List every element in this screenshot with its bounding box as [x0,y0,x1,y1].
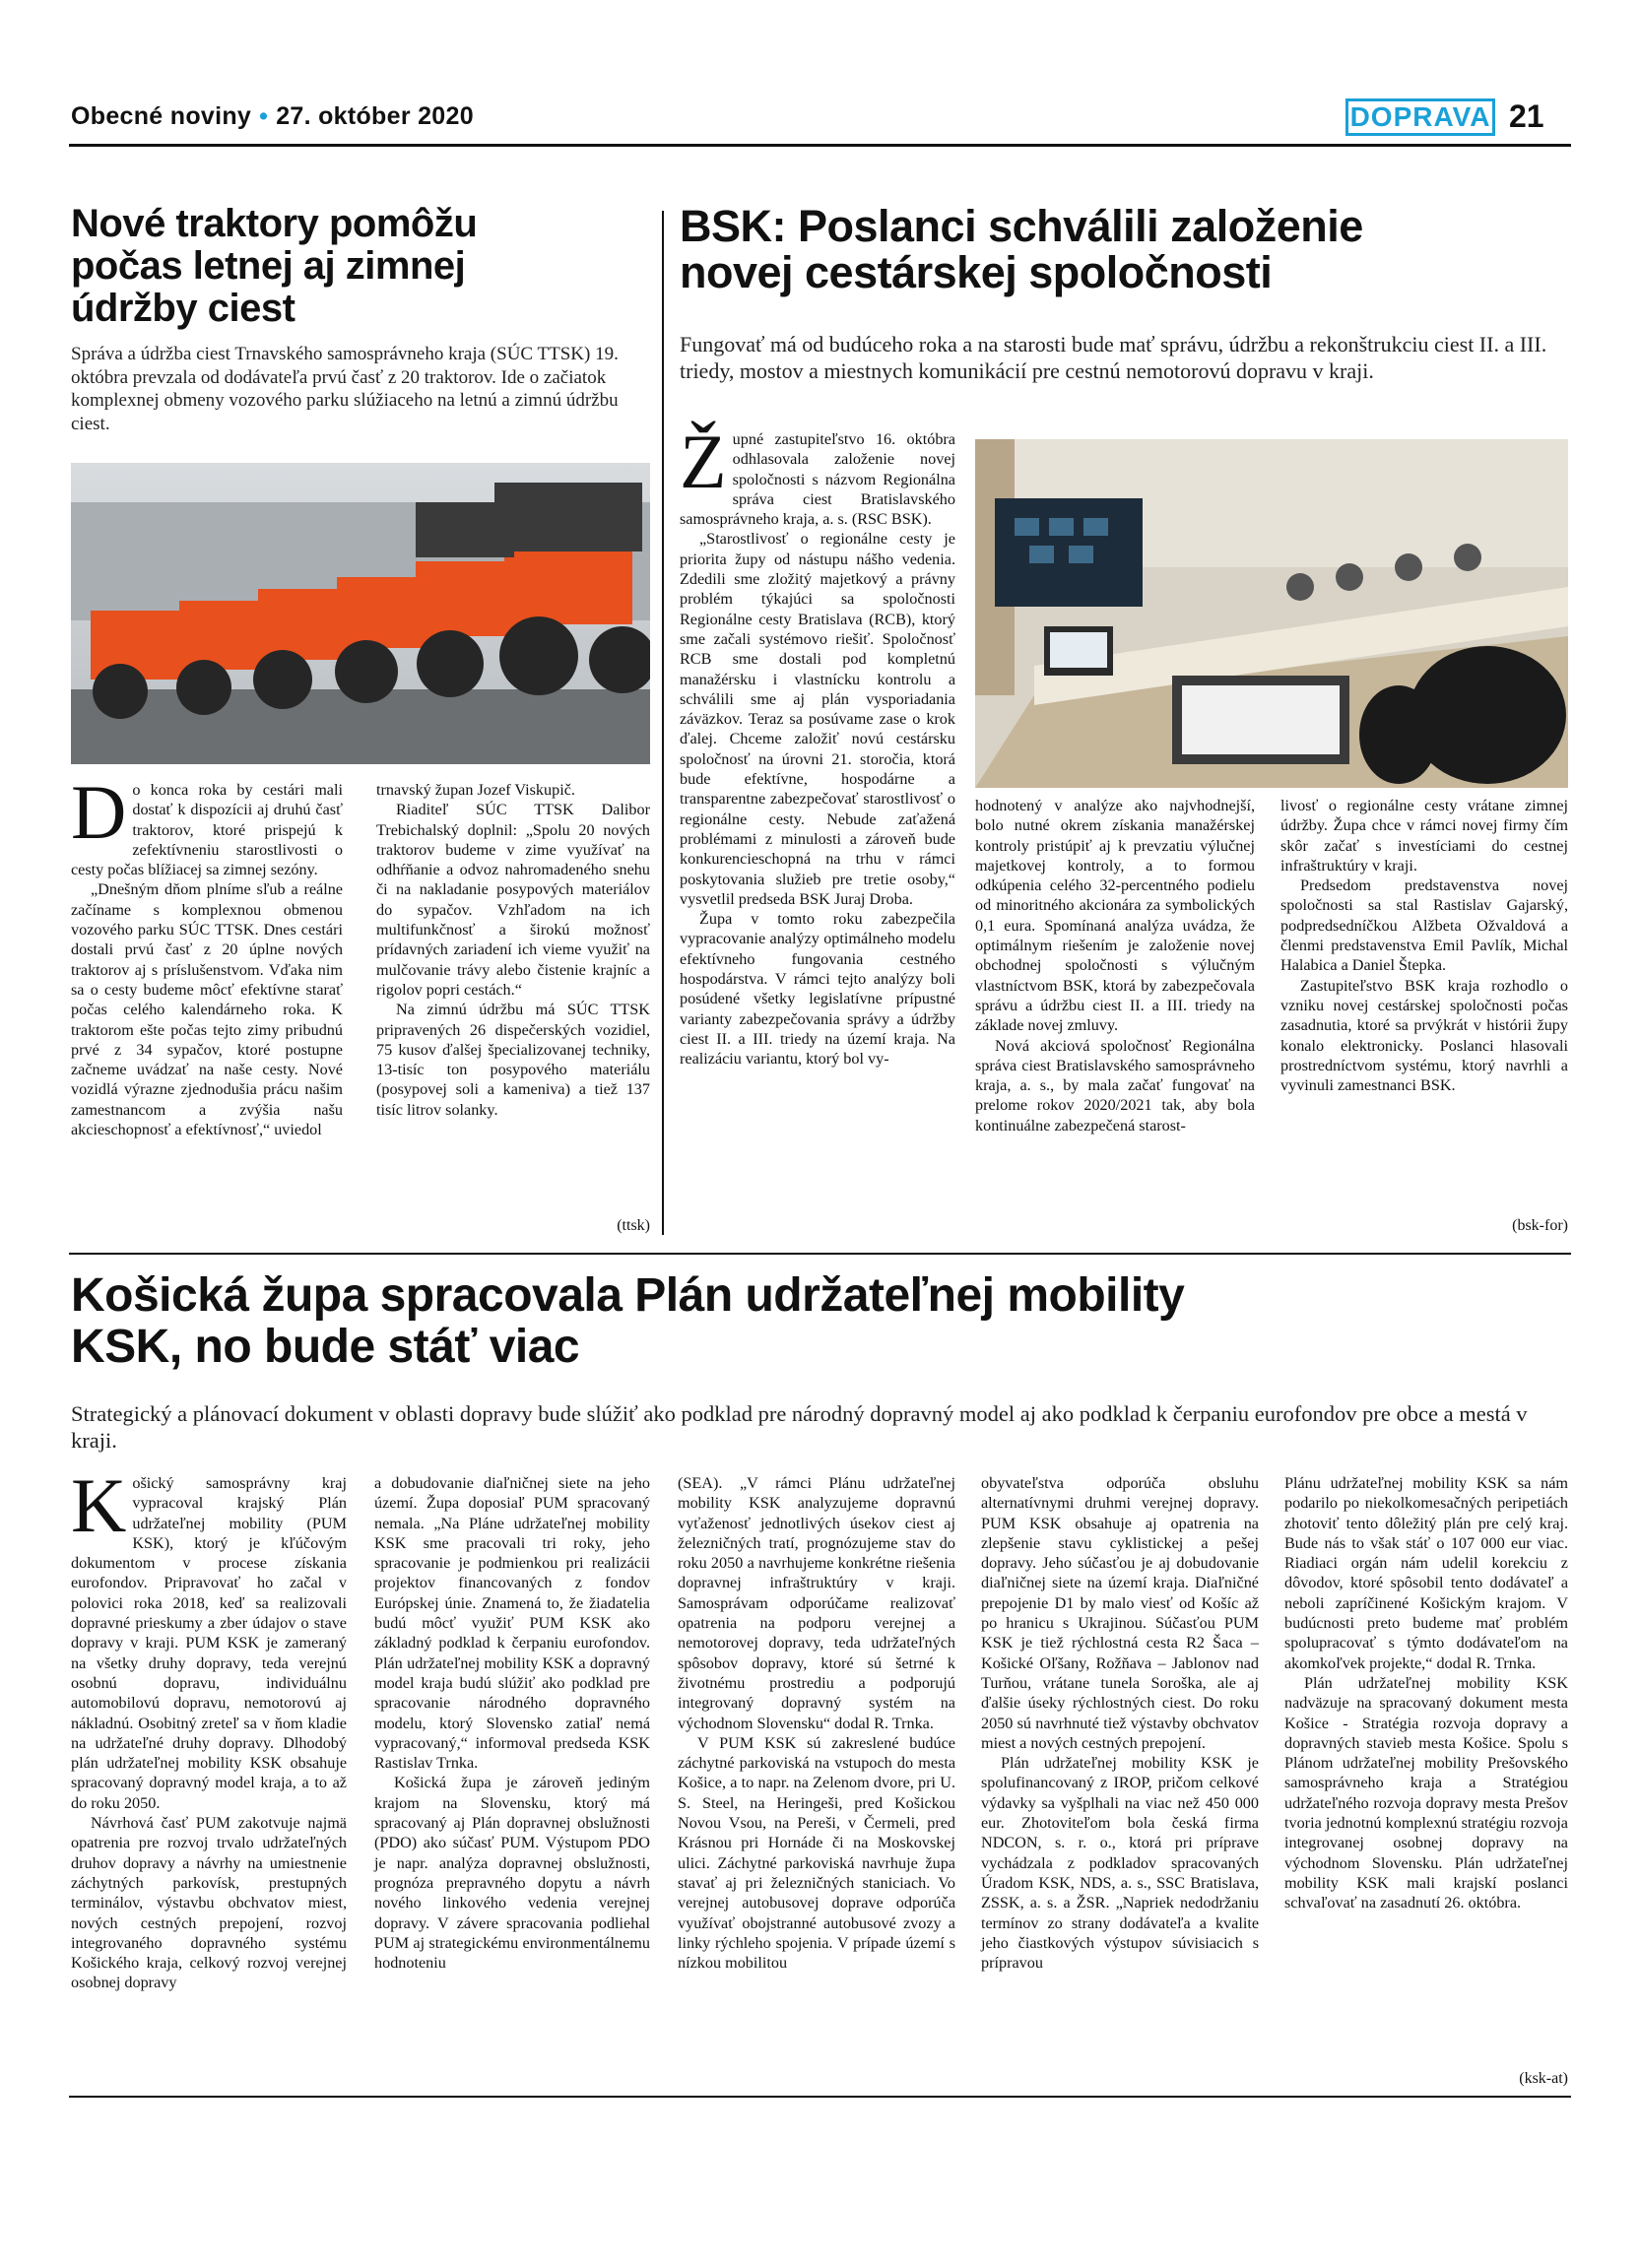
paragraph: ošický samosprávny kraj vypracoval krajský Plán udržateľnej mobility (PUM KSK), ktorý je kľúčovým dokumentom v procese získania eurofondov. Pripravovať ho začal v polovici roka 2018, keď sa realizovali dopravné prieskumy a zber údajov o stave dopravy v kraji. PUM KSK je zameraný na všetky druhy dopravy, teda verejnú osobnú dopravu, individuálnu automobilovú dopravu, nemotorovú aj nákladnú. Osobitný zreteľ sa v ňom kladie na udržateľné druhy dopravy. Dlhodobý plán udržateľnej mobility KSK obsahuje spracovaný dopravný model kraja, a to až do roku 2050. [71,1474,347,1812]
paragraph: upné zastupiteľstvo 16. októbra odhlasovala založenie novej spoločnosti s názvom Regionálna správa ciest Bratislavského samosprávneho kraja, a. s. (RSC BSK). [680,430,955,529]
dropcap: K [71,1462,127,1548]
article2-credit: (bsk-for) [1512,1217,1568,1234]
dropcap: Ž [680,419,727,504]
title-line: údržby ciest [71,287,295,330]
paragraph: Plánu udržateľnej mobility KSK sa nám podarilo po niekolkomesačných peripetiách zhotoviť tento dôležitý plán pre celý kraj. Bude nás to však stáť o 107 000 eur viac. Riadiaci orgán nám udelil korekciu z dôvodov, ktoré spôsobil tento dodávateľ a neboli zapríčinené Košickým krajom. V budúcnosti preto budeme mať problém spolupracovať s týmto dodávateľom na akomkoľvek projekte,“ dodal R. Trnka. [1284,1474,1568,1672]
paragraph: o konca roka by cestári mali dostať k dispozícii aj druhú časť traktorov, ktoré prispejú k zefektívneniu starostlivosti o cesty počas blížiacej sa zimnej sezóny. [71,781,343,879]
article1-column-1 [71,769,343,1139]
article2-column-3 [1280,796,1568,1095]
header-rule [69,144,1571,147]
paragraph: trnavský župan Jozef Viskupič. [376,781,575,799]
paragraph: Župa v tomto roku zabezpečila vypracovanie analýzy optimálneho modelu efektívneho fungovania cestného hospodárstva. V rámci tejto analýzy boli posúdené všetky legislatívne prípustné varianty zabezpečovania správy a údržby ciest II. a III. triedy na území kraja. Na realizáciu variantu, ktorý bol vy- [680,910,955,1069]
article3-credit: (ksk-at) [1519,2070,1568,2087]
tractors-illustration [71,463,650,764]
title-line: Nové traktory pomôžu [71,202,478,245]
paragraph: livosť o regionálne cesty vrátane zimnej údržby. Župa chce v rámci novej firmy čím skôr začať s investíciami do cestnej infraštruktúry v kraji. [1280,797,1568,875]
article2-title [680,203,1576,295]
separator-dot: • [259,102,269,130]
article3-lead: Strategický a plánovací dokument v oblasti dopravy bude slúžiť ako podklad pre národný dopravný model aj ako podklad k čerpaniu eurofondov pre obce a mestá v kraji. [71,1401,1528,1453]
assembly-photo [975,439,1568,788]
article2-column-2 [975,796,1255,1135]
page-number: 21 [1509,98,1544,134]
council-meeting-illustration [975,439,1568,788]
paragraph: Riaditeľ SÚC TTSK Dalibor Trebichalský doplnil: „Spolu 20 nových traktorov budeme v zime využívať na odhŕňanie a odvoz nahromadeného snehu či na nakladanie posypových materiálov do sypačov. Vzhľadom na ich multifunkčnosť a širokú možnosť prídavných zariadení ich vieme využiť na mulčovanie trávy alebo čistenie krajníc a rigolov popri cestách.“ [376,801,650,999]
article2-lead: Fungovať má od budúceho roka a na starosti bude mať správu, údržbu a rekonštrukciu ciest II. a III. triedy, mostov a miestnych komunikácií pre cestnú nemotorovú dopravu v kraji. [680,332,1547,383]
masthead [71,102,474,131]
paragraph: Zastupiteľstvo BSK kraja rozhodlo o vzniku novej cestárskej spoločnosti počas zasadnutia, ktoré sa prvýkrát v histórii župy konalo elektronicky. Poslanci hlasovali prostredníctvom systému, ktorý navrhli a vyvinuli zamestnanci BSK. [1280,976,1568,1095]
article1-title [71,203,662,330]
paragraph: „Dnešným dňom plníme sľub a reálne začíname s komplexnou obmenou vozového parku SÚC TTSK. Dnes cestári dostali prvú časť z 20 úplne nových traktorov aj s príslušenstvom. Vďaka nim sa o cesty budeme môcť efektívne starať počas celého kalendárneho roka. K traktorom ešte počas tejto zimy pribudnú prvé z 34 sypačov, ktoré postupne začneme uvádzať na naše cesty. Nové vozidlá výrazne zjednodušia prácu našim zamestnancom a zvýšia našu akcieschopnosť a efektívnosť,“ uviedol [71,880,343,1139]
paragraph: „Starostlivosť o regionálne cesty je priorita župy od nástupu nášho vedenia. Zdedili sme zložitý majetkový a právny problém týkajúci sa spoločnosti Regionálne cesty Bratislava (RCB), ktorý sme začali systémovo riešiť. Spoločnosť RCB sme dostali pod kompletnú manažérsku i vlastnícku kontrolu a schválili sme aj plán vysporiadania záväzkov. Teraz sa posúvame zase o krok ďalej. Chceme založiť novú cestársku spoločnosť na úrovni 21. storočia, ktorá bude efektívne, hospodárne a transparentne zabezpečovať starostlivosť o regionálne cesty. Nebude zaťažená problémami z minulosti a zároveň bude konkurencieschopná na trhu v rámci poskytovania služieb pre tretie osoby,“ vysvetlil predseda BSK Juraj Droba. [680,530,955,908]
paragraph: a dobudovanie diaľničnej siete na jeho území. Župa doposiaľ PUM spracovaný nemala. „Na Pláne udržateľnej mobility KSK sme pracovali tri roky, jeho spracovanie je podmienkou pri realizácii projektov financovaných z fondov Európskej únie. Znamená to, že žiadatelia budú môcť využiť PUM KSK ako základný podklad k čerpaniu eurofondov. Plán udržateľnej mobility KSK a dopravný model kraja budú slúžiť ako podklad pre spracovanie národného dopravného modelu, ktorý Slovensko zatiaľ nemá vypracovaný,“ informoval predseda KSK Rastislav Trnka. [374,1474,650,1773]
article3-column-3 [678,1473,955,1973]
title-line: novej cestárskej spoločnosti [680,247,1273,297]
title-line: Košická župa spracovala Plán udržateľnej mobility [71,1269,1185,1322]
article3-column-2 [374,1473,650,1973]
article1-column-2 [376,780,650,1120]
paragraph: obyvateľstva odporúča obsluhu alternatívnymi druhmi verejnej dopravy. PUM KSK obsahuje aj opatrenia na zlepšenie stavu cyklistickej a pešej dopravy. Jeho súčasťou je aj dobudovanie diaľničnej siete na území kraja. Diaľničné prepojenie D1 by malo viesť od Košíc až po hranicu s Ukrajinou. Súčasťou PUM KSK je tiež rýchlostná cesta R2 Šaca – Košické Oľšany, Rožňava – Jablonov nad Turňou, vrátane tunela Soroška, ale aj ďalšie úseky rýchlostných ciest. Do roku 2050 sú navrhnuté tiež výstavby obchvatov miest a nových cestných prepojení. [981,1474,1259,1752]
paragraph: Nová akciová spoločnosť Regionálna správa ciest Bratislavského samosprávneho kraja, a. s., by mala začať fungovať na prelome rokov 2020/2021 tak, aby bola kontinuálne zabezpečená starost- [975,1036,1255,1134]
article3-column-1 [71,1462,347,1993]
paragraph: Plán udržateľnej mobility KSK je spolufinancovaný z IROP, pričom celkové výdavky sa vyšplhali na viac než 450 000 eur. Zhotoviteľom bola česká firma NDCON, s. r. o., ktorá pri príprave vychádzala z podkladov spracovaných Úradom KSK, NDS, a. s., SSC Bratislava, ZSSK, a. s. a ŽSR. „Napriek nedodržaniu termínov zo strany dodávateľa a kvalite jeho čiastkových výstupov súvisiacich s prípravou [981,1754,1259,1973]
paragraph: V PUM KSK sú zakreslené budúce záchytné parkoviská na vstupoch do mesta Košice, a to napr. na Zelenom dvore, pri U. S. Steel, na Heringeši, pred Košickou Novou Vsou, na Pereši, v Čermeli, pred Krásnou pri Hornáde či na Moskovskej ulici. Záchytné parkoviská navrhuje župa stavať aj pri železničných staniciach. Vo verejnej autobusovej doprave odporúča využívať obojstranné autobusové zvozy a linky rýchleho spojenia. V prípade území s nízkou mobilitou [678,1733,955,1973]
article3-column-5 [1284,1473,1568,1913]
section-badge: DOPRAVA [1345,98,1495,136]
tractors-photo [71,463,650,764]
issue-date: 27. október 2020 [276,102,474,130]
article2-column-1 [680,419,955,1069]
column-divider [662,211,664,1235]
title-line: BSK: Poslanci schválili založenie [680,201,1363,251]
paragraph: hodnotený v analýze ako najvhodnejší, bolo nutné okrem získania manažérskej kontroly pristúpiť aj k prevzatiu výlučnej majetkovej kontroly, a to formou odkúpenia celého 32-percentného podielu od minoritného akcionára za symbolických 0,1 eura. Spomínaná analýza uvádza, že optimálnym riešením je založenie novej obchodnej spoločnosti s výlučným vlastníctvom BSK, ktorá by zabezpečovala správu a údržbu ciest II. a III. triedy na základe novej zmluvy. [975,797,1255,1035]
article1-lead: Správa a údržba ciest Trnavského samosprávneho kraja (SÚC TTSK) 19. októbra prevzala od dodávateľa prvú časť z 20 traktorov. Ide o začiatok komplexnej obmeny vozového parku slúžiaceho na letnú a zimnú údržbu ciest. [71,344,619,434]
paragraph: Predsedom predstavenstva novej spoločnosti sa stal Rastislav Gajarský, podpredsedníčkou Alžbeta Ožvaldová a členmi predstavenstva Emil Pavlík, Michal Halabica a Daniel Štepka. [1280,876,1568,975]
paragraph: Košická župa je zároveň jediným krajom na Slovensku, ktorý má spracovaný aj Plán dopravnej obslužnosti (PDO) ako súčasť PUM. Výstupom PDO je napr. analýza dopravnej obslužnosti, prognóza prepravného dopytu a návrh nového linkového vedenia verejnej dopravy. V závere spracovania podliehal PUM aj strategickému environmentálnemu hodnoteniu [374,1774,650,1973]
article3-column-4 [981,1473,1259,1973]
article1-credit: (ttsk) [617,1217,650,1234]
paragraph: Návrhová časť PUM zakotvuje najmä opatrenia pre rozvoj trvalo udržateľných druhov dopravy a návrhy na umiestnenie záchytných parkovísk, prestupných terminálov, výstavbu obchvatov miest, nových cestných prepojení, rozvoj integrovaného dopravného systému Košického kraja, celkový rozvoj verejnej osobnej dopravy [71,1814,347,1992]
footer-rule [69,2096,1571,2098]
section-rule [69,1253,1571,1255]
title-line: KSK, no bude stáť viac [71,1321,580,1373]
dropcap: D [71,769,127,855]
paragraph: (SEA). „V rámci Plánu udržateľnej mobility KSK analyzujeme dopravnú vyťaženosť jednotlivých úsekov ciest aj železničných tratí, prognózujeme stav do roku 2050 a navrhujeme konkrétne riešenia dopravnej infraštruktúry v kraji. Samosprávam odporúčame realizovať opatrenia na podporu verejnej a nemotorovej dopravy, teda udržateľných spôsobov dopravy, ktoré sú šetrné k životnému prostrediu a podporujú integrovaný dopravný systém na východnom Slovensku“ dodal R. Trnka. [678,1474,955,1732]
publication-name: Obecné noviny [71,102,252,130]
title-line: počas letnej aj zimnej [71,244,466,288]
paragraph: Na zimnú údržbu má SÚC TTSK pripravených 26 dispečerských vozidiel, 75 kusov ďalšej špecializovanej techniky, 13-tisíc ton posypového materiálu (posypovej soli a kameniva) a tiež 137 tisíc litrov solanky. [376,1001,650,1119]
article3-title [71,1270,1568,1373]
paragraph: Plán udržateľnej mobility KSK nadväzuje na spracovaný dokument mesta Košice - Stratégia rozvoja dopravy a dopravných stavieb mesta Košice. Spolu s Plánom udržateľnej mobility Prešovského samosprávneho kraja a Stratégiou udržateľného rozvoja dopravy mesta Prešov tvoria jednotnú komplexnú stratégiu rozvoja integrovanej osobnej dopravy na východnom Slovensku. Plán udržateľnej mobility KSK mali krajskí poslanci schvaľovať na zasadnutí 26. októbra. [1284,1673,1568,1912]
